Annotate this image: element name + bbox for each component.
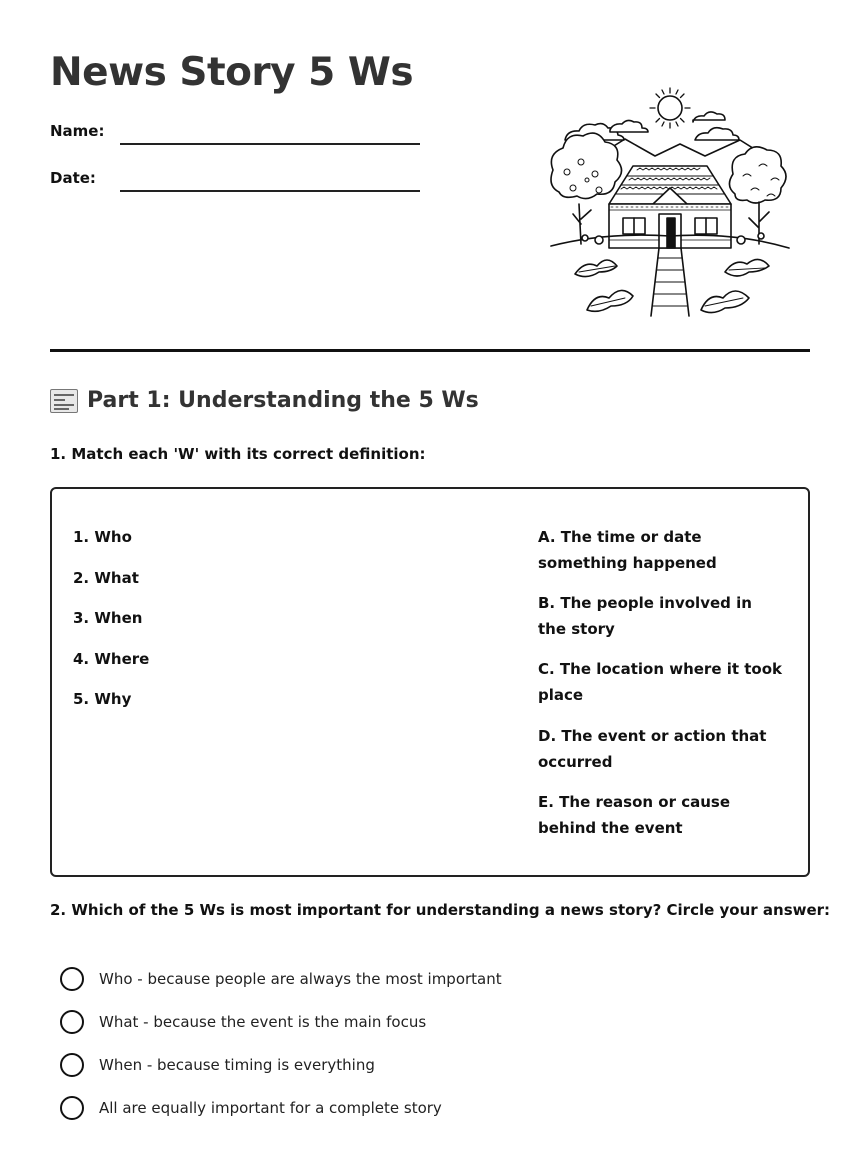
option-label: When - because timing is everything xyxy=(99,1056,375,1074)
house-landscape-icon xyxy=(545,84,795,320)
option-label: What - because the event is the main focus xyxy=(99,1013,427,1031)
option-label: Who - because people are always the most important xyxy=(99,970,502,988)
part1-heading xyxy=(50,388,479,413)
section-divider xyxy=(50,349,810,352)
date-label: Date: xyxy=(50,169,96,187)
definition-c: C. The location where it took place xyxy=(538,660,783,704)
radio-circle[interactable] xyxy=(60,1096,84,1120)
radio-circle[interactable] xyxy=(60,1010,84,1034)
option-label: All are equally important for a complete story xyxy=(99,1099,442,1117)
newspaper-icon xyxy=(50,389,78,413)
definition-e: E. The reason or cause behind the event xyxy=(538,793,731,837)
answer-option-who[interactable] xyxy=(60,967,502,991)
name-field[interactable] xyxy=(120,143,420,145)
question-2: 2. Which of the 5 Ws is most important for understanding a news story? Circle your answer: xyxy=(50,901,831,919)
definition-a: A. The time or date something happened xyxy=(538,528,717,572)
w-item-where: 4. Where xyxy=(73,650,150,668)
name-label: Name: xyxy=(50,122,105,140)
question-1: 1. Match each 'W' with its correct definition: xyxy=(50,445,426,463)
radio-circle[interactable] xyxy=(60,967,84,991)
w-item-why: 5. Why xyxy=(73,690,132,708)
answer-option-what[interactable] xyxy=(60,1010,426,1034)
answer-option-when[interactable] xyxy=(60,1053,375,1077)
w-item-what: 2. What xyxy=(73,569,139,587)
page-title: News Story 5 Ws xyxy=(50,50,414,95)
answer-option-all[interactable] xyxy=(60,1096,442,1120)
definition-d: D. The event or action that occurred xyxy=(538,727,767,771)
part1-heading-text: Part 1: Understanding the 5 Ws xyxy=(87,388,479,413)
w-item-who: 1. Who xyxy=(73,528,132,546)
definition-b: B. The people involved in the story xyxy=(538,594,752,638)
date-field[interactable] xyxy=(120,190,420,192)
w-item-when: 3. When xyxy=(73,609,143,627)
radio-circle[interactable] xyxy=(60,1053,84,1077)
matching-box xyxy=(50,487,810,877)
